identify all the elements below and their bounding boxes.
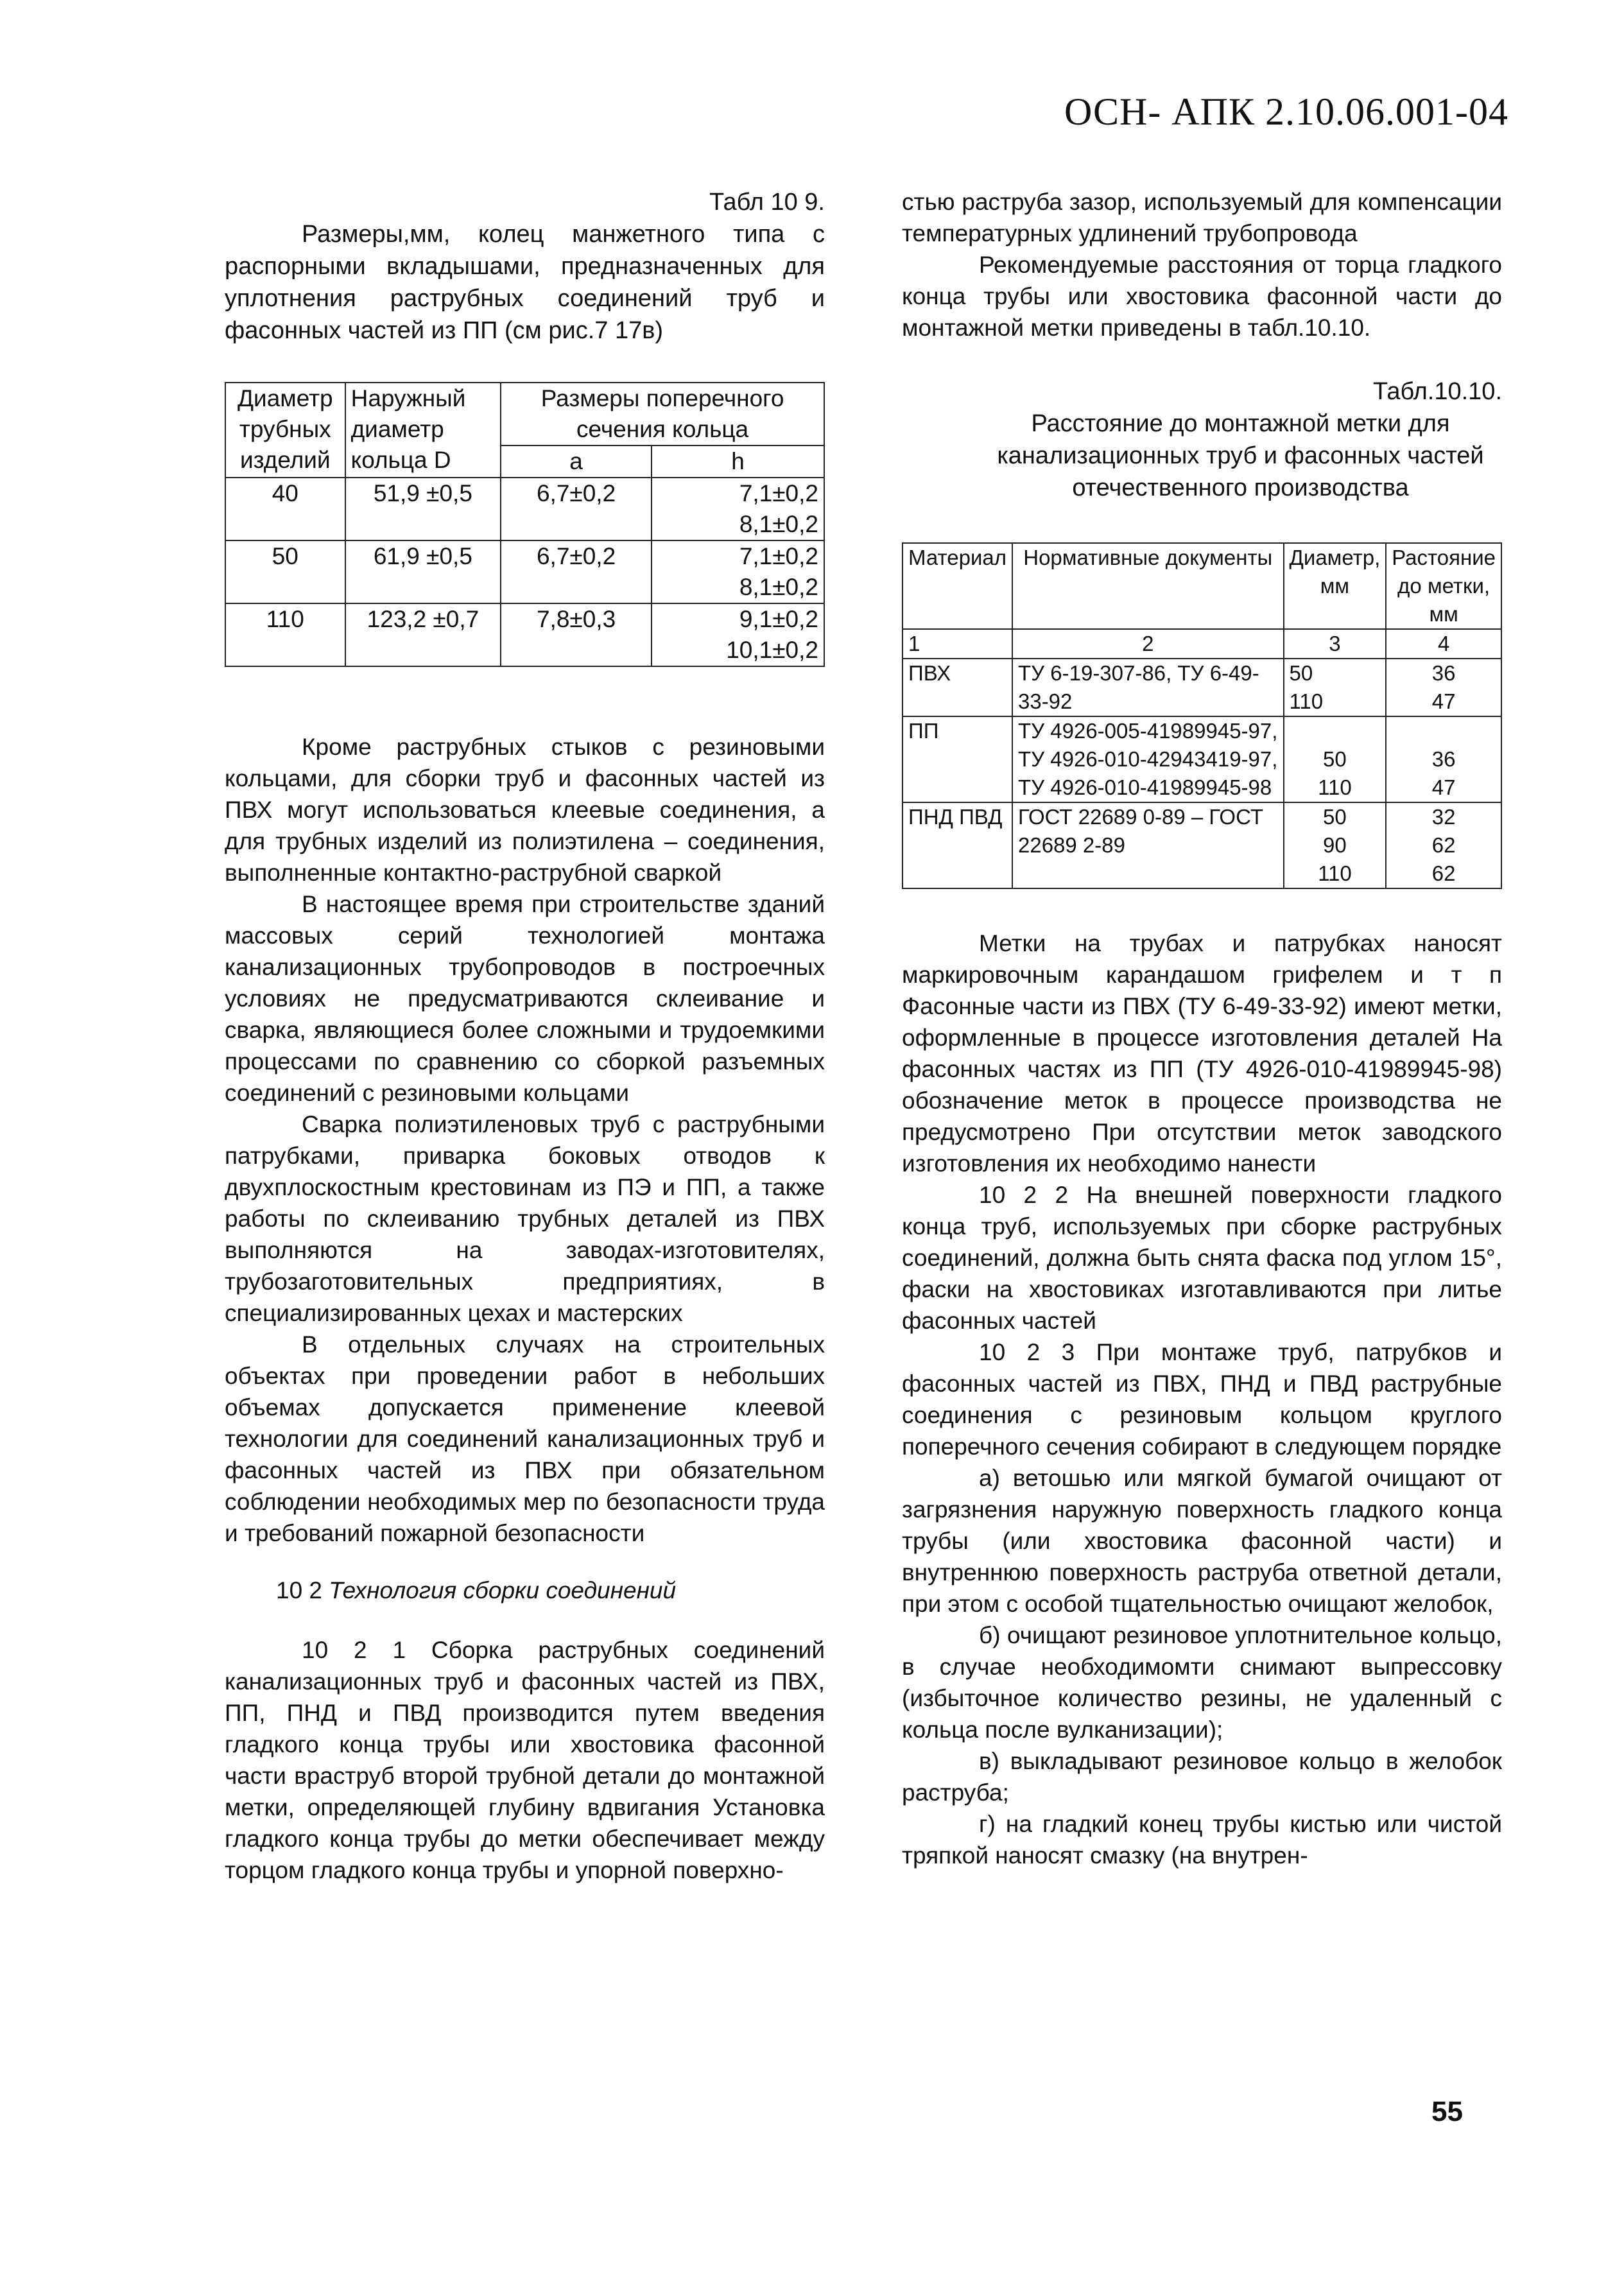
cell-d: 61,9 ±0,5 bbox=[345, 540, 501, 603]
table-row bbox=[903, 716, 1501, 802]
cell-document: ГОСТ 22689 0-89 – ГОСТ 22689 2-89 bbox=[1012, 802, 1284, 888]
table-10-9 bbox=[225, 382, 825, 667]
cell-document: ТУ 6-19-307-86, ТУ 6-49-33-92 bbox=[1012, 659, 1284, 716]
list-item: г) на гладкий конец трубы кистью или чистой тряпкой наносят смазку (на внутрен- bbox=[902, 1811, 1502, 1869]
header-cross-section: Размеры поперечного сечения кольца bbox=[501, 383, 824, 445]
document-code: ОСН- АПК 2.10.06.001-04 bbox=[1064, 91, 1508, 133]
header-pipe-diameter: Диаметр трубных изделий bbox=[225, 383, 345, 478]
header-distance: Растояние до метки, мм bbox=[1386, 543, 1501, 629]
page-number: 55 bbox=[1431, 2096, 1463, 2127]
cell-dn: 40 bbox=[225, 478, 345, 540]
table-row bbox=[903, 802, 1501, 888]
header-documents: Нормативные документы bbox=[1012, 543, 1284, 629]
section-title: Технология сборки соединений bbox=[329, 1577, 677, 1603]
column-number: 2 bbox=[1012, 629, 1284, 659]
table-row bbox=[225, 603, 824, 666]
list-item: а) ветошью или мягкой бумагой очищают от загрязнения наружную поверхность гладкого конца трубы (или хвостовика фасонной части) и внутреннюю поверхность раструба ответной детали, при этом с особой тщательностью очищают желобок, bbox=[902, 1465, 1502, 1617]
cell-diameter: 50 90 110 bbox=[1284, 802, 1386, 888]
section-number: 10 2 bbox=[276, 1577, 323, 1603]
paragraph: 10 2 2 На внешней поверхности гладкого конца труб, используемых при сборке раструбных соединений, должна быть снята фаска под углом 15°, фаски на хвостовиках изготавливаются при литье фасонных частей bbox=[902, 1182, 1502, 1334]
paragraph: Рекомендуемые расстояния от торца гладкого конца трубы или хвостовика фасонной части до монтажной метки приведены в табл.10.10. bbox=[902, 252, 1502, 341]
cell-h: 9,1±0,2 10,1±0,2 bbox=[652, 603, 824, 666]
table-header-row bbox=[903, 543, 1501, 629]
table-10-10 bbox=[902, 542, 1502, 889]
right-body-2 bbox=[902, 928, 1502, 1871]
paragraph: Метки на трубах и патрубках наносят маркировочным карандашом грифелем и т п Фасонные части из ПВХ (ТУ 6-49-33-92) имеют метки, оформленные в процессе изготовления деталей На фасонных частях из ПП (ТУ 4926-010-41989945-98) обозначение меток в процессе производства не предусмотрено При отсутствии меток заводского изготовления их необходимо нанести bbox=[902, 930, 1502, 1177]
header-material: Материал bbox=[903, 543, 1012, 629]
table-row bbox=[903, 659, 1501, 716]
right-column bbox=[902, 186, 1502, 1871]
cell-dn: 50 bbox=[225, 540, 345, 603]
cell-distance: 36 47 bbox=[1386, 659, 1501, 716]
paragraph: В отдельных случаях на строительных объектах при проведении работ в небольших объемах допускается применение клеевой технологии для соединений канализационных труб и фасонных частей из ПВХ при обязательном соблюдении необходимых мер по безопасности труда и требований пожарной безопасности bbox=[225, 1331, 825, 1546]
paragraph: стью раструба зазор, используемый для компенсации температурных удлинений трубопровода bbox=[902, 189, 1502, 246]
table-row bbox=[225, 540, 824, 603]
table10-caption: Расстояние до монтажной метки для канализационных труб и фасонных частей отечественного производства bbox=[997, 410, 1484, 501]
cell-d: 123,2 ±0,7 bbox=[345, 603, 501, 666]
cell-d: 51,9 ±0,5 bbox=[345, 478, 501, 540]
cell-material: ПВХ bbox=[903, 659, 1012, 716]
cell-material: ПП bbox=[903, 716, 1012, 802]
column-number: 4 bbox=[1386, 629, 1501, 659]
cell-distance: 36 47 bbox=[1386, 716, 1501, 802]
cell-document: ТУ 4926-005-41989945-97, ТУ 4926-010-42943419-97, ТУ 4926-010-41989945-98 bbox=[1012, 716, 1284, 802]
header-outer-diameter: Наружный диаметр кольца D bbox=[345, 383, 501, 478]
paragraph: Кроме раструбных стыков с резиновыми кольцами, для сборки труб и фасонных частей из ПВХ могут использоваться клеевые соединения, а для трубных изделий из полиэтилена – соединения, выполненные контактно-раструбной сваркой bbox=[225, 734, 825, 886]
section-heading bbox=[225, 1575, 825, 1606]
cell-distance: 32 62 62 bbox=[1386, 802, 1501, 888]
list-item: б) очищают резиновое уплотнительное кольцо, в случае необходимомти снимают выпрессовку (избыточное количество резины, не удаленный с кольца после вулканизации); bbox=[902, 1622, 1502, 1743]
cell-diameter: 50 110 bbox=[1284, 716, 1386, 802]
table9-caption: Размеры,мм, колец манжетного типа с распорными вкладышами, предназначенных для уплотнения раструбных соединений труб и фасонных частей из ПП (см рис.7 17в) bbox=[225, 221, 825, 344]
paragraph: 10 2 3 При монтаже труб, патрубков и фасонных частей из ПВХ, ПНД и ПВД раструбные соединения с резиновым кольцом круглого поперечного сечения собирают в следующем порядке bbox=[902, 1339, 1502, 1460]
table10-label: Табл.10.10. bbox=[1372, 378, 1502, 405]
left-body bbox=[225, 731, 825, 1549]
table-header-row bbox=[225, 383, 824, 445]
column-number: 3 bbox=[1284, 629, 1386, 659]
cell-material: ПНД ПВД bbox=[903, 802, 1012, 888]
paragraph: 10 2 1 Сборка раструбных соединений канализационных труб и фасонных частей из ПВХ, ПП, ПНД и ПВД производится путем введения гладкого конца трубы или хвостовика фасонной части враструб второй трубной детали до монтажной метки, определяющей глубину вдвигания Установка гладкого конца трубы до метки обеспечивает между торцом гладкого конца трубы и упорной поверхно- bbox=[225, 1637, 825, 1883]
table-row bbox=[225, 478, 824, 540]
cell-dn: 110 bbox=[225, 603, 345, 666]
cell-a: 6,7±0,2 bbox=[501, 540, 652, 603]
cell-a: 6,7±0,2 bbox=[501, 478, 652, 540]
column-number: 1 bbox=[903, 629, 1012, 659]
subheader-a: a bbox=[501, 445, 652, 478]
paragraph: Сварка полиэтиленовых труб с раструбными патрубками, приварка боковых отводов к двухплоскостным крестовинам из ПЭ и ПП, а также работы по склеиванию трубных деталей из ПВХ выполняются на заводах-изготовителях, трубозаготовительных предприятиях, в специализированных цехах и мастерских bbox=[225, 1111, 825, 1326]
list-item: в) выкладывают резиновое кольцо в желобок раструба; bbox=[902, 1748, 1502, 1806]
left-column bbox=[225, 186, 825, 1886]
right-body bbox=[902, 186, 1502, 343]
cell-h: 7,1±0,2 8,1±0,2 bbox=[652, 478, 824, 540]
cell-h: 7,1±0,2 8,1±0,2 bbox=[652, 540, 824, 603]
table9-label: Табл 10 9. bbox=[709, 189, 825, 216]
cell-a: 7,8±0,3 bbox=[501, 603, 652, 666]
header-diameter: Диаметр, мм bbox=[1284, 543, 1386, 629]
left-body-2 bbox=[225, 1634, 825, 1886]
table-number-row bbox=[903, 629, 1501, 659]
paragraph: В настоящее время при строительстве зданий массовых серий технологией монтажа канализационных трубопроводов в построечных условиях не предусматриваются склеивание и сварка, являющиеся более сложными и трудоемкими процессами по сравнению со сборкой разъемных соединений с резиновыми кольцами bbox=[225, 891, 825, 1106]
cell-diameter: 50 110 bbox=[1284, 659, 1386, 716]
subheader-h: h bbox=[652, 445, 824, 478]
